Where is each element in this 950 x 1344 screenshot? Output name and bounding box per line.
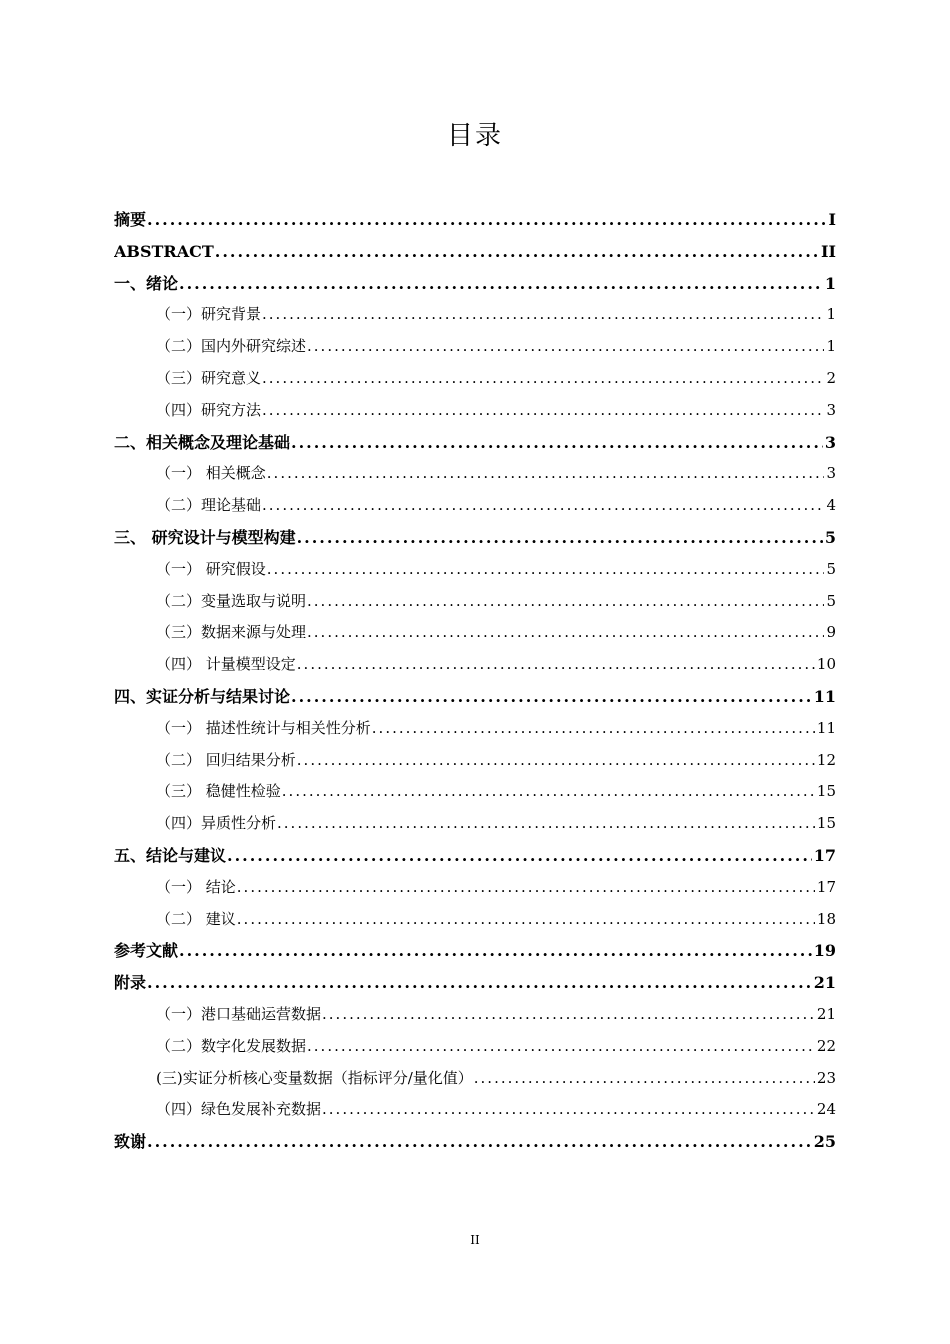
toc-entry-page-number: 1 bbox=[826, 337, 836, 356]
toc-chapter-entry[interactable] bbox=[114, 204, 836, 236]
toc-entry-page-number: 1 bbox=[826, 305, 836, 324]
toc-section-entry[interactable] bbox=[114, 1031, 836, 1063]
toc-entry-label: （二）变量选取与说明 bbox=[156, 591, 307, 610]
toc-entry-label: （四）绿色发展补充数据 bbox=[156, 1100, 322, 1119]
toc-section-entry[interactable] bbox=[114, 872, 836, 904]
toc-entry-page-number: 21 bbox=[813, 973, 836, 993]
toc-leader-dots bbox=[277, 808, 815, 840]
toc-leader-dots bbox=[307, 586, 824, 618]
toc-entry-label: （一） 描述性统计与相关性分析 bbox=[156, 718, 371, 737]
toc-leader-dots bbox=[237, 872, 815, 904]
toc-entry-label: （二）数字化发展数据 bbox=[156, 1036, 307, 1055]
toc-section-entry[interactable] bbox=[114, 363, 836, 395]
toc-leader-dots bbox=[262, 395, 824, 427]
toc-entry-label: （二）理论基础 bbox=[156, 496, 262, 515]
toc-section-entry[interactable] bbox=[114, 808, 836, 840]
toc-section-entry[interactable] bbox=[114, 999, 836, 1031]
toc-leader-dots bbox=[262, 299, 824, 331]
toc-section-entry[interactable] bbox=[114, 617, 836, 649]
toc-entry-label: 四、实证分析与结果讨论 bbox=[114, 686, 291, 706]
toc-entry-page-number: 10 bbox=[816, 655, 836, 674]
toc-chapter-entry[interactable] bbox=[114, 967, 836, 999]
toc-entry-label: 五、结论与建议 bbox=[114, 845, 227, 865]
toc-section-entry[interactable] bbox=[114, 331, 836, 363]
toc-entry-page-number: 5 bbox=[826, 591, 836, 610]
toc-chapter-entry[interactable] bbox=[114, 840, 836, 872]
toc-entry-page-number: 11 bbox=[813, 686, 836, 706]
toc-entry-page-number: II bbox=[821, 241, 836, 261]
toc-entry-label: 一、绪论 bbox=[114, 273, 179, 293]
toc-entry-page-number: 15 bbox=[816, 782, 836, 801]
toc-entry-label: 参考文献 bbox=[114, 941, 179, 961]
toc-entry-page-number: 19 bbox=[813, 941, 836, 961]
toc-entry-page-number: 21 bbox=[816, 1004, 836, 1023]
toc-leader-dots bbox=[262, 490, 824, 522]
table-of-contents bbox=[114, 204, 836, 1158]
toc-entry-page-number: 11 bbox=[816, 718, 836, 737]
toc-entry-label: （三）数据来源与处理 bbox=[156, 623, 307, 642]
toc-leader-dots bbox=[297, 649, 815, 681]
toc-leader-dots bbox=[267, 554, 825, 586]
toc-entry-page-number: 17 bbox=[816, 877, 836, 896]
toc-entry-page-number: 5 bbox=[826, 559, 836, 578]
toc-section-entry[interactable] bbox=[114, 745, 836, 777]
toc-chapter-entry[interactable] bbox=[114, 1126, 836, 1158]
toc-chapter-entry[interactable] bbox=[114, 427, 836, 459]
toc-entry-label: (三)实证分析核心变量数据（指标评分/量化值） bbox=[156, 1068, 473, 1087]
toc-entry-label: （三）研究意义 bbox=[156, 368, 262, 387]
toc-entry-label: 附录 bbox=[114, 973, 147, 993]
toc-entry-label: （二） 回归结果分析 bbox=[156, 750, 296, 769]
toc-section-entry[interactable] bbox=[114, 904, 836, 936]
toc-entry-page-number: 3 bbox=[824, 432, 836, 452]
toc-entry-page-number: 23 bbox=[816, 1068, 836, 1087]
toc-entry-page-number: 1 bbox=[824, 273, 836, 293]
toc-leader-dots bbox=[179, 935, 812, 967]
toc-section-entry[interactable] bbox=[114, 458, 836, 490]
toc-entry-label: 三、 研究设计与模型构建 bbox=[114, 527, 296, 547]
toc-leader-dots bbox=[291, 681, 812, 713]
toc-chapter-entry[interactable] bbox=[114, 268, 836, 300]
toc-entry-page-number: 12 bbox=[816, 750, 836, 769]
toc-entry-label: 二、相关概念及理论基础 bbox=[114, 432, 291, 452]
toc-entry-label: 致谢 bbox=[114, 1132, 147, 1152]
toc-leader-dots bbox=[372, 713, 815, 745]
toc-entry-page-number: 5 bbox=[824, 527, 836, 547]
toc-entry-label: 摘要 bbox=[114, 210, 147, 229]
toc-section-entry[interactable] bbox=[114, 554, 836, 586]
toc-leader-dots bbox=[237, 904, 815, 936]
toc-entry-label: （四） 计量模型设定 bbox=[156, 655, 296, 674]
page-title: 目录 bbox=[446, 121, 503, 151]
toc-section-entry[interactable] bbox=[114, 776, 836, 808]
toc-entry-page-number: 22 bbox=[816, 1036, 836, 1055]
toc-entry-label: （一） 结论 bbox=[156, 877, 236, 896]
toc-leader-dots bbox=[297, 522, 823, 554]
toc-chapter-entry[interactable] bbox=[114, 935, 836, 967]
toc-leader-dots bbox=[307, 331, 824, 363]
toc-entry-page-number: 3 bbox=[826, 464, 836, 483]
toc-chapter-entry[interactable] bbox=[114, 522, 836, 554]
toc-section-entry[interactable] bbox=[114, 299, 836, 331]
toc-leader-dots bbox=[179, 268, 823, 300]
toc-entry-label: （四）研究方法 bbox=[156, 400, 262, 419]
toc-entry-page-number: 3 bbox=[826, 400, 836, 419]
toc-leader-dots bbox=[307, 617, 824, 649]
toc-leader-dots bbox=[262, 363, 824, 395]
toc-chapter-entry[interactable] bbox=[114, 681, 836, 713]
toc-leader-dots bbox=[291, 427, 823, 459]
toc-entry-label: （一）港口基础运营数据 bbox=[156, 1004, 322, 1023]
toc-chapter-entry[interactable] bbox=[114, 236, 836, 268]
footer-page-number: II bbox=[470, 1233, 480, 1247]
toc-section-entry[interactable] bbox=[114, 490, 836, 522]
toc-section-entry[interactable] bbox=[114, 649, 836, 681]
toc-entry-page-number: 17 bbox=[813, 845, 836, 865]
toc-leader-dots bbox=[322, 999, 815, 1031]
toc-entry-page-number: 4 bbox=[826, 496, 836, 515]
toc-section-entry[interactable] bbox=[114, 395, 836, 427]
toc-leader-dots bbox=[215, 236, 819, 268]
toc-section-entry[interactable] bbox=[114, 1094, 836, 1126]
toc-entry-page-number: 15 bbox=[816, 814, 836, 833]
toc-leader-dots bbox=[282, 776, 815, 808]
toc-section-entry[interactable] bbox=[114, 713, 836, 745]
toc-leader-dots bbox=[474, 1063, 815, 1095]
toc-entry-label: （一） 相关概念 bbox=[156, 464, 266, 483]
toc-leader-dots bbox=[297, 745, 815, 777]
toc-entry-label: （四）异质性分析 bbox=[156, 814, 277, 833]
toc-entry-label: （一） 研究假设 bbox=[156, 559, 266, 578]
toc-entry-label: （一）研究背景 bbox=[156, 305, 262, 324]
toc-entry-label: （二）国内外研究综述 bbox=[156, 337, 307, 356]
toc-leader-dots bbox=[147, 1126, 812, 1158]
toc-leader-dots bbox=[227, 840, 812, 872]
toc-leader-dots bbox=[322, 1094, 815, 1126]
toc-entry-label: （三） 稳健性检验 bbox=[156, 782, 281, 801]
toc-leader-dots bbox=[267, 458, 825, 490]
toc-leader-dots bbox=[307, 1031, 815, 1063]
toc-entry-page-number: 18 bbox=[816, 909, 836, 928]
toc-entry-label: （二） 建议 bbox=[156, 909, 236, 928]
toc-leader-dots bbox=[147, 204, 827, 236]
toc-entry-page-number: 9 bbox=[826, 623, 836, 642]
toc-entry-page-number: 25 bbox=[813, 1132, 836, 1152]
toc-section-entry[interactable] bbox=[114, 586, 836, 618]
toc-entry-page-number: I bbox=[828, 210, 836, 229]
toc-entry-page-number: 2 bbox=[826, 368, 836, 387]
toc-leader-dots bbox=[147, 967, 812, 999]
toc-entry-page-number: 24 bbox=[816, 1100, 836, 1119]
toc-section-entry[interactable] bbox=[114, 1063, 836, 1095]
toc-entry-label: ABSTRACT bbox=[114, 241, 214, 261]
